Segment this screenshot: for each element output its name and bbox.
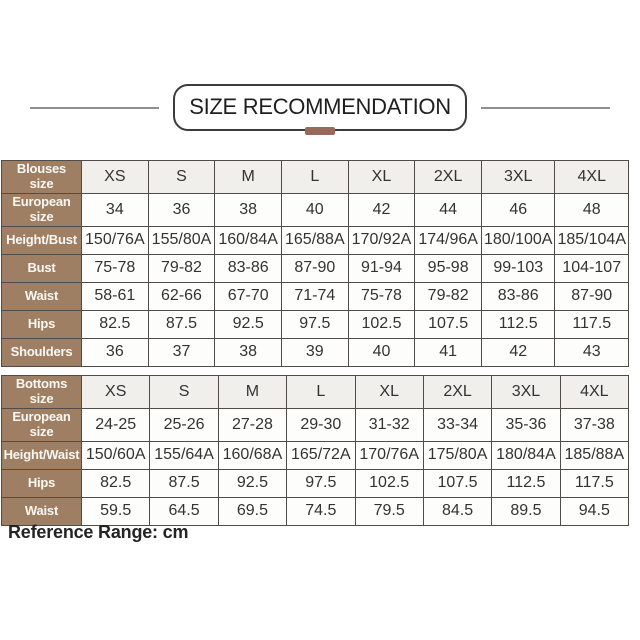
value-cell: 29-30	[287, 409, 355, 442]
size-header-cell: XS	[82, 376, 150, 409]
value-cell: 160/84A	[215, 227, 282, 255]
title-box-wrap	[173, 84, 467, 131]
value-cell: 82.5	[82, 470, 150, 498]
row-label: European size	[2, 194, 82, 227]
bottoms-size-table	[1, 375, 629, 526]
row-label: Height/Bust	[2, 227, 82, 255]
value-cell: 34	[82, 194, 149, 227]
value-cell: 102.5	[356, 470, 424, 498]
size-header-cell: XS	[82, 161, 149, 194]
size-header-cell: XL	[356, 376, 424, 409]
value-cell: 75-78	[82, 255, 149, 283]
value-cell: 99-103	[482, 255, 556, 283]
value-cell: 94.5	[561, 498, 629, 526]
value-cell: 46	[482, 194, 556, 227]
value-cell: 92.5	[215, 311, 282, 339]
value-cell: 71-74	[282, 283, 349, 311]
row-label: Shoulders	[2, 339, 82, 367]
value-cell: 79.5	[356, 498, 424, 526]
value-cell: 107.5	[415, 311, 482, 339]
value-cell: 40	[349, 339, 416, 367]
size-header-cell: 4XL	[561, 376, 629, 409]
value-cell: 117.5	[561, 470, 629, 498]
value-cell: 37-38	[561, 409, 629, 442]
value-cell: 107.5	[424, 470, 492, 498]
reference-range-note: Reference Range: cm	[8, 522, 189, 542]
row-label: Hips	[2, 470, 82, 498]
value-cell: 117.5	[555, 311, 629, 339]
value-cell: 160/68A	[219, 442, 287, 470]
value-cell: 48	[555, 194, 629, 227]
value-cell: 25-26	[150, 409, 218, 442]
row-label: Waist	[2, 498, 82, 526]
title-right-line	[481, 107, 610, 109]
size-header-cell: 2XL	[424, 376, 492, 409]
value-cell: 36	[149, 194, 216, 227]
value-cell: 40	[282, 194, 349, 227]
value-cell: 67-70	[215, 283, 282, 311]
value-cell: 170/76A	[356, 442, 424, 470]
value-cell: 175/80A	[424, 442, 492, 470]
row-label: Height/Waist	[2, 442, 82, 470]
row-label: Waist	[2, 283, 82, 311]
value-cell: 91-94	[349, 255, 416, 283]
value-cell: 104-107	[555, 255, 629, 283]
size-header-cell: 3XL	[482, 161, 556, 194]
row-label: Blouses size	[2, 161, 82, 194]
value-cell: 112.5	[492, 470, 560, 498]
value-cell: 38	[215, 339, 282, 367]
value-cell: 185/104A	[555, 227, 629, 255]
value-cell: 87-90	[555, 283, 629, 311]
title-left-line	[30, 107, 159, 109]
value-cell: 38	[215, 194, 282, 227]
value-cell: 37	[149, 339, 216, 367]
size-header-cell: 4XL	[555, 161, 629, 194]
value-cell: 170/92A	[349, 227, 416, 255]
value-cell: 33-34	[424, 409, 492, 442]
value-cell: 87-90	[282, 255, 349, 283]
value-cell: 150/76A	[82, 227, 149, 255]
value-cell: 180/84A	[492, 442, 560, 470]
value-cell: 43	[555, 339, 629, 367]
value-cell: 31-32	[356, 409, 424, 442]
value-cell: 87.5	[150, 470, 218, 498]
value-cell: 165/88A	[282, 227, 349, 255]
size-header-cell: M	[215, 161, 282, 194]
value-cell: 89.5	[492, 498, 560, 526]
value-cell: 97.5	[287, 470, 355, 498]
value-cell: 79-82	[415, 283, 482, 311]
value-cell: 42	[482, 339, 556, 367]
value-cell: 79-82	[149, 255, 216, 283]
row-label: European size	[2, 409, 82, 442]
value-cell: 102.5	[349, 311, 416, 339]
size-header-cell: S	[149, 161, 216, 194]
value-cell: 83-86	[482, 283, 556, 311]
value-cell: 36	[82, 339, 149, 367]
value-cell: 24-25	[82, 409, 150, 442]
value-cell: 84.5	[424, 498, 492, 526]
blouses-size-table	[1, 160, 629, 367]
value-cell: 112.5	[482, 311, 556, 339]
value-cell: 87.5	[149, 311, 216, 339]
value-cell: 41	[415, 339, 482, 367]
value-cell: 64.5	[150, 498, 218, 526]
value-cell: 69.5	[219, 498, 287, 526]
size-header-cell: L	[287, 376, 355, 409]
value-cell: 165/72A	[287, 442, 355, 470]
row-label: Bust	[2, 255, 82, 283]
value-cell: 150/60A	[82, 442, 150, 470]
size-header-cell: S	[150, 376, 218, 409]
title-row	[0, 84, 640, 131]
value-cell: 35-36	[492, 409, 560, 442]
value-cell: 155/80A	[149, 227, 216, 255]
value-cell: 92.5	[219, 470, 287, 498]
row-label: Bottoms size	[2, 376, 82, 409]
value-cell: 42	[349, 194, 416, 227]
size-header-cell: 2XL	[415, 161, 482, 194]
title-accent-tab	[305, 127, 335, 135]
value-cell: 62-66	[149, 283, 216, 311]
value-cell: 180/100A	[482, 227, 556, 255]
size-header-cell: L	[282, 161, 349, 194]
value-cell: 82.5	[82, 311, 149, 339]
value-cell: 155/64A	[150, 442, 218, 470]
value-cell: 174/96A	[415, 227, 482, 255]
value-cell: 185/88A	[561, 442, 629, 470]
size-header-cell: 3XL	[492, 376, 560, 409]
page-title: SIZE RECOMMENDATION	[173, 84, 467, 131]
value-cell: 39	[282, 339, 349, 367]
value-cell: 74.5	[287, 498, 355, 526]
value-cell: 59.5	[82, 498, 150, 526]
size-header-cell: XL	[349, 161, 416, 194]
value-cell: 44	[415, 194, 482, 227]
value-cell: 27-28	[219, 409, 287, 442]
size-header-cell: M	[219, 376, 287, 409]
value-cell: 75-78	[349, 283, 416, 311]
value-cell: 95-98	[415, 255, 482, 283]
row-label: Hips	[2, 311, 82, 339]
value-cell: 58-61	[82, 283, 149, 311]
value-cell: 97.5	[282, 311, 349, 339]
value-cell: 83-86	[215, 255, 282, 283]
